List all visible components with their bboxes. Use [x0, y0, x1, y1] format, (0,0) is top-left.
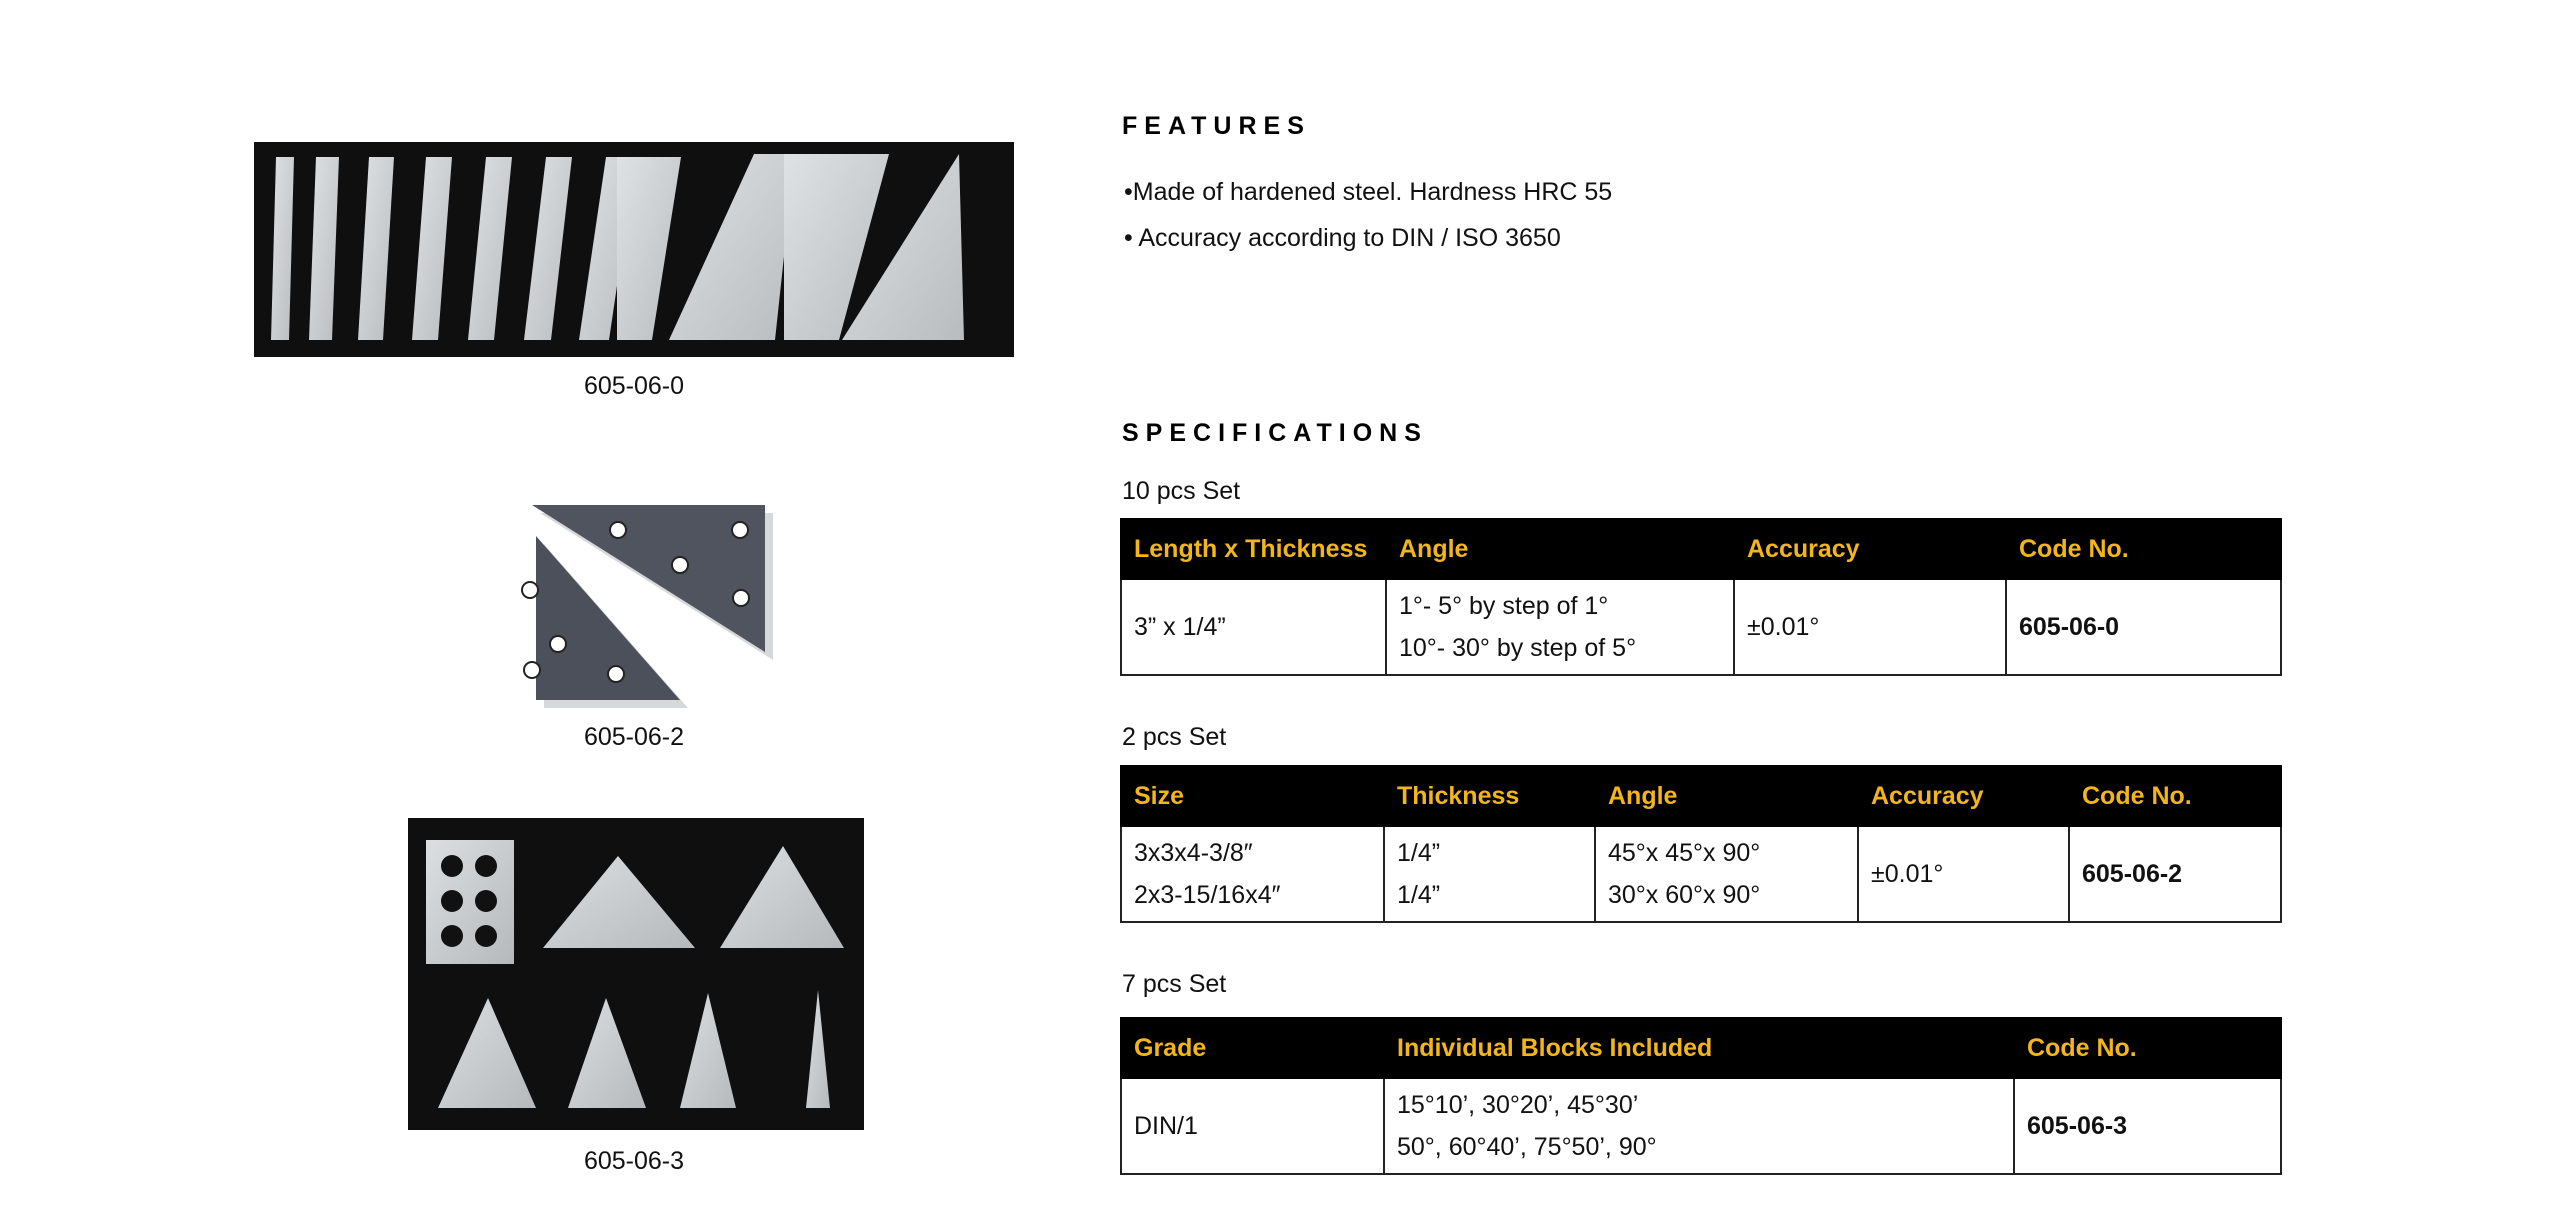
table-header-row	[1121, 1018, 2281, 1078]
column-header: Size	[1121, 766, 1384, 826]
image-caption-605-06-3: 605-06-3	[583, 1147, 685, 1175]
table-cell	[1121, 826, 1384, 922]
cell-line: 1°- 5° by step of 1°	[1399, 592, 1609, 620]
column-header: Accuracy	[1734, 519, 2006, 579]
specifications-heading: SPECIFICATIONS	[1122, 419, 1428, 447]
table-cell	[1384, 826, 1595, 922]
features-heading: FEATURES	[1122, 112, 1311, 140]
cell-line: 605-06-3	[2027, 1112, 2128, 1140]
table-cell	[1858, 826, 2069, 922]
table-cell	[1121, 1078, 1384, 1174]
table-cell	[1595, 826, 1858, 922]
set-title-2pcs: 2 pcs Set	[1122, 723, 1227, 751]
cell-line: 30°x 60°x 90°	[1608, 881, 1761, 909]
angle-gauge-set-graphic	[408, 818, 864, 1130]
table-row	[1121, 826, 2281, 922]
cell-line: 605-06-2	[2082, 860, 2183, 888]
code-cell	[2014, 1078, 2281, 1174]
image-caption-605-06-0: 605-06-0	[583, 372, 685, 400]
cell-line: 15°10’, 30°20’, 45°30’	[1397, 1091, 1639, 1119]
feature-item-accuracy: • Accuracy according to DIN / ISO 3650	[1124, 224, 1561, 252]
column-header: Angle	[1386, 519, 1734, 579]
column-header: Code No.	[2069, 766, 2281, 826]
column-header: Individual Blocks Included	[1384, 1018, 2014, 1078]
cell-line: 2x3-15/16x4″	[1134, 881, 1281, 909]
cell-line: ±0.01°	[1871, 860, 1944, 888]
image-caption-605-06-2: 605-06-2	[583, 723, 685, 751]
code-cell	[2069, 826, 2281, 922]
column-header: Accuracy	[1858, 766, 2069, 826]
spec-table-7pcs	[1120, 1017, 2282, 1175]
cell-line: ±0.01°	[1747, 613, 1820, 641]
spec-table-2pcs	[1120, 765, 2282, 923]
spec-table-10pcs	[1120, 518, 2282, 676]
code-cell	[2006, 579, 2281, 675]
feature-item-hardness: •Made of hardened steel. Hardness HRC 55	[1124, 178, 1613, 206]
cell-line: 1/4”	[1397, 839, 1441, 867]
table-cell	[1734, 579, 2006, 675]
table-row	[1121, 1078, 2281, 1174]
column-header: Code No.	[2014, 1018, 2281, 1078]
column-header: Length x Thickness	[1121, 519, 1386, 579]
cell-line: 45°x 45°x 90°	[1608, 839, 1761, 867]
table-cell	[1386, 579, 1734, 675]
table-header-row	[1121, 766, 2281, 826]
triangle-plates-photo	[500, 500, 800, 715]
set-title-7pcs: 7 pcs Set	[1122, 970, 1227, 998]
cell-line: 3x3x4-3/8″	[1134, 839, 1253, 867]
table-cell	[1384, 1078, 2014, 1174]
table-cell	[1121, 579, 1386, 675]
cell-line: DIN/1	[1134, 1112, 1198, 1140]
cell-line: 3” x 1/4”	[1134, 613, 1226, 641]
cell-line: 1/4”	[1397, 881, 1441, 909]
table-row	[1121, 579, 2281, 675]
column-header: Thickness	[1384, 766, 1595, 826]
column-header: Code No.	[2006, 519, 2281, 579]
angle-blocks-photo	[254, 142, 1014, 357]
cell-line: 10°- 30° by step of 5°	[1399, 634, 1637, 662]
angle-gauge-set-photo	[408, 818, 864, 1130]
column-header: Grade	[1121, 1018, 1384, 1078]
column-header: Angle	[1595, 766, 1858, 826]
set-title-10pcs: 10 pcs Set	[1122, 477, 1241, 505]
cell-line: 605-06-0	[2019, 613, 2120, 641]
table-header-row	[1121, 519, 2281, 579]
triangle-plates-graphic	[500, 500, 800, 715]
cell-line: 50°, 60°40’, 75°50’, 90°	[1397, 1133, 1657, 1161]
angle-blocks-graphic	[254, 142, 1014, 357]
